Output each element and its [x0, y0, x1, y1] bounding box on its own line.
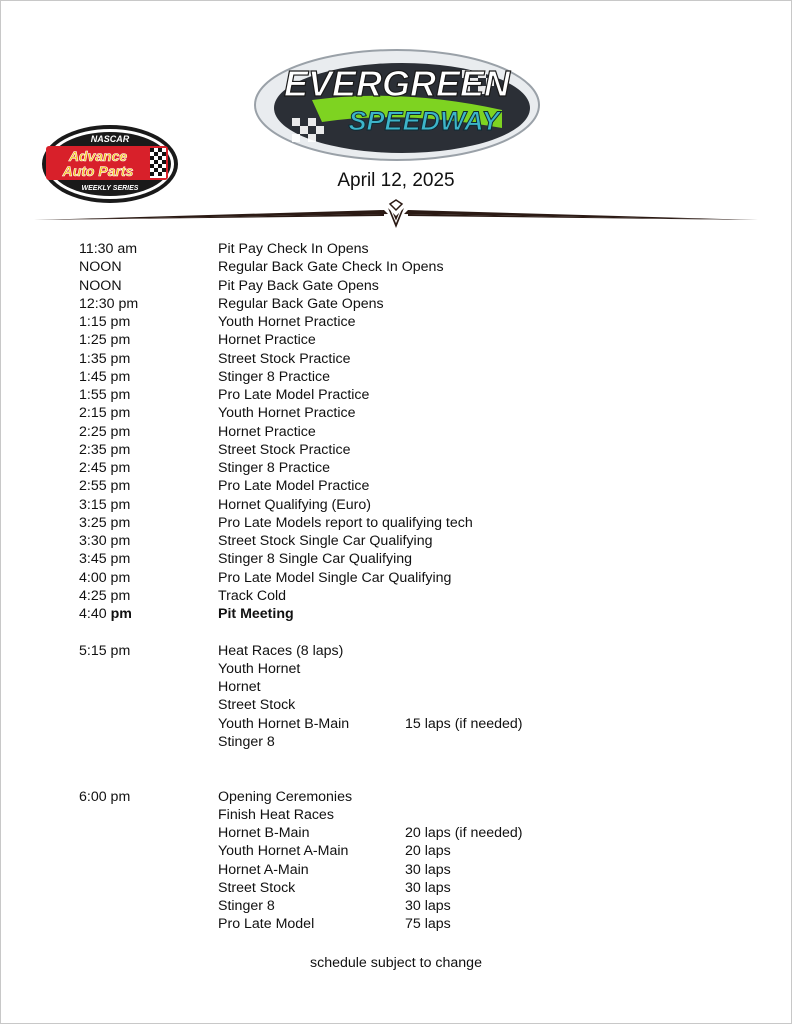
schedule-row [79, 587, 739, 605]
pit-meeting-event: Pit Meeting [218, 606, 294, 622]
schedule-row [79, 368, 739, 386]
schedule-row [79, 496, 739, 514]
schedule-row [79, 477, 739, 495]
event: Pro Late Model Single Car Qualifying [218, 569, 452, 586]
advance-text: Advance [68, 148, 128, 164]
time: 11:30 am [79, 241, 138, 257]
schedule-row [79, 313, 739, 331]
event: Youth Hornet [218, 660, 301, 677]
schedule-row [79, 514, 739, 532]
nascar-text: NASCAR [90, 134, 130, 144]
schedule-row [79, 642, 739, 660]
time: 4:00 pm [79, 569, 131, 586]
event: Stinger 8 Practice [218, 460, 330, 476]
time: 4:25 pm [79, 587, 131, 604]
schedule [79, 240, 739, 934]
schedule-disclaimer: schedule subject to change [310, 955, 482, 971]
time: NOON [79, 277, 122, 294]
event: Stinger 8 Single Car Qualifying [218, 551, 412, 568]
event: Heat Races (8 laps) [218, 642, 344, 659]
laps: 30 laps [405, 861, 451, 878]
speedway-text: SPEEDWAY [348, 106, 500, 136]
time [79, 605, 132, 623]
heat-races-block [79, 642, 739, 752]
event: Pit Pay Back Gate Opens [218, 277, 379, 294]
event: Opening Ceremonies [218, 788, 353, 805]
schedule-row [79, 660, 739, 678]
schedule-row [79, 915, 739, 933]
time: 1:35 pm [79, 350, 131, 367]
event: Finish Heat Races [218, 806, 334, 823]
schedule-row [79, 386, 739, 404]
time: 2:15 pm [79, 405, 131, 422]
schedule-row [79, 879, 739, 897]
time: 2:35 pm [79, 441, 131, 458]
event: Pro Late Model [218, 916, 315, 933]
time: 1:15 pm [79, 314, 131, 330]
event: Street Stock Practice [218, 441, 351, 458]
schedule-row [79, 295, 739, 313]
laps: 75 laps [405, 916, 451, 933]
time: NOON [79, 259, 122, 276]
event: Pro Late Models report to qualifying tech [218, 514, 473, 531]
event: Street Stock Practice [218, 350, 351, 367]
time: 1:25 pm [79, 332, 131, 349]
event: Hornet A-Main [218, 861, 309, 878]
schedule-row [79, 569, 739, 587]
event: Hornet Qualifying (Euro) [218, 496, 371, 513]
pit-meeting-time: 4:40 [79, 606, 107, 622]
event: Stinger 8 Practice [218, 368, 330, 385]
spacer [79, 623, 739, 641]
event: Stinger 8 [218, 898, 275, 914]
event: Track Cold [218, 587, 287, 604]
schedule-row [79, 806, 739, 824]
time: 3:45 pm [79, 551, 131, 568]
schedule-row [79, 824, 739, 842]
event: Hornet [218, 679, 261, 695]
pit-meeting-pm: pm [110, 606, 132, 622]
event: Youth Hornet A-Main [218, 843, 349, 860]
time: 12:30 pm [79, 295, 139, 312]
auto-parts-text: Auto Parts [62, 163, 134, 179]
schedule-row [79, 441, 739, 459]
nascar-weekly-series-logo [40, 124, 180, 204]
laps: 15 laps (if needed) [405, 715, 523, 732]
decorative-divider [32, 198, 760, 234]
schedule-row [79, 715, 739, 733]
schedule-row [79, 788, 739, 806]
event: Street Stock Single Car Qualifying [218, 533, 433, 549]
time: 1:45 pm [79, 368, 131, 385]
pit-meeting-row [79, 605, 739, 623]
time: 2:55 pm [79, 478, 131, 495]
schedule-row [79, 277, 739, 295]
schedule-row [79, 550, 739, 568]
time: 5:15 pm [79, 642, 131, 659]
event: Street Stock [218, 697, 296, 714]
schedule-row [79, 258, 739, 276]
schedule-row [79, 404, 739, 422]
schedule-row [79, 350, 739, 368]
laps: 30 laps [405, 879, 451, 896]
schedule-row [79, 459, 739, 477]
time: 3:25 pm [79, 514, 131, 531]
schedule-row [79, 331, 739, 349]
schedule-row [79, 678, 739, 696]
schedule-row [79, 861, 739, 879]
event: Regular Back Gate Check In Opens [218, 259, 444, 276]
event: Hornet B-Main [218, 825, 310, 841]
schedule-row [79, 733, 739, 751]
schedule-row [79, 532, 739, 550]
event: Pit Pay Check In Opens [218, 241, 369, 257]
schedule-row [79, 696, 739, 714]
schedule-row [79, 423, 739, 441]
event-date: April 12, 2025 [337, 170, 455, 191]
schedule-row [79, 897, 739, 915]
feature-races-block [79, 788, 739, 934]
schedule-row [79, 240, 739, 258]
event: Pro Late Model Practice [218, 478, 370, 495]
laps: 30 laps [405, 898, 451, 914]
time: 1:55 pm [79, 387, 131, 403]
evergreen-speedway-logo [252, 48, 542, 163]
event: Youth Hornet Practice [218, 314, 356, 330]
time: 3:15 pm [79, 496, 131, 513]
event: Youth Hornet B-Main [218, 715, 350, 732]
laps: 20 laps [405, 843, 451, 860]
event: Youth Hornet Practice [218, 405, 356, 422]
schedule-row [79, 842, 739, 860]
event: Hornet Practice [218, 332, 316, 349]
time: 6:00 pm [79, 788, 131, 805]
schedule-block-1 [79, 240, 739, 623]
time: 2:45 pm [79, 460, 131, 476]
event: Hornet Practice [218, 423, 316, 440]
weekly-series-text: WEEKLY SERIES [81, 185, 139, 192]
event: Street Stock [218, 879, 296, 896]
laps: 20 laps (if needed) [405, 825, 523, 841]
event: Stinger 8 [218, 733, 275, 750]
spacer [79, 751, 739, 788]
time: 2:25 pm [79, 423, 131, 440]
event: Pro Late Model Practice [218, 387, 370, 403]
evergreen-text: EVERGREEN [283, 63, 511, 104]
event: Regular Back Gate Opens [218, 295, 384, 312]
time: 3:30 pm [79, 533, 131, 549]
